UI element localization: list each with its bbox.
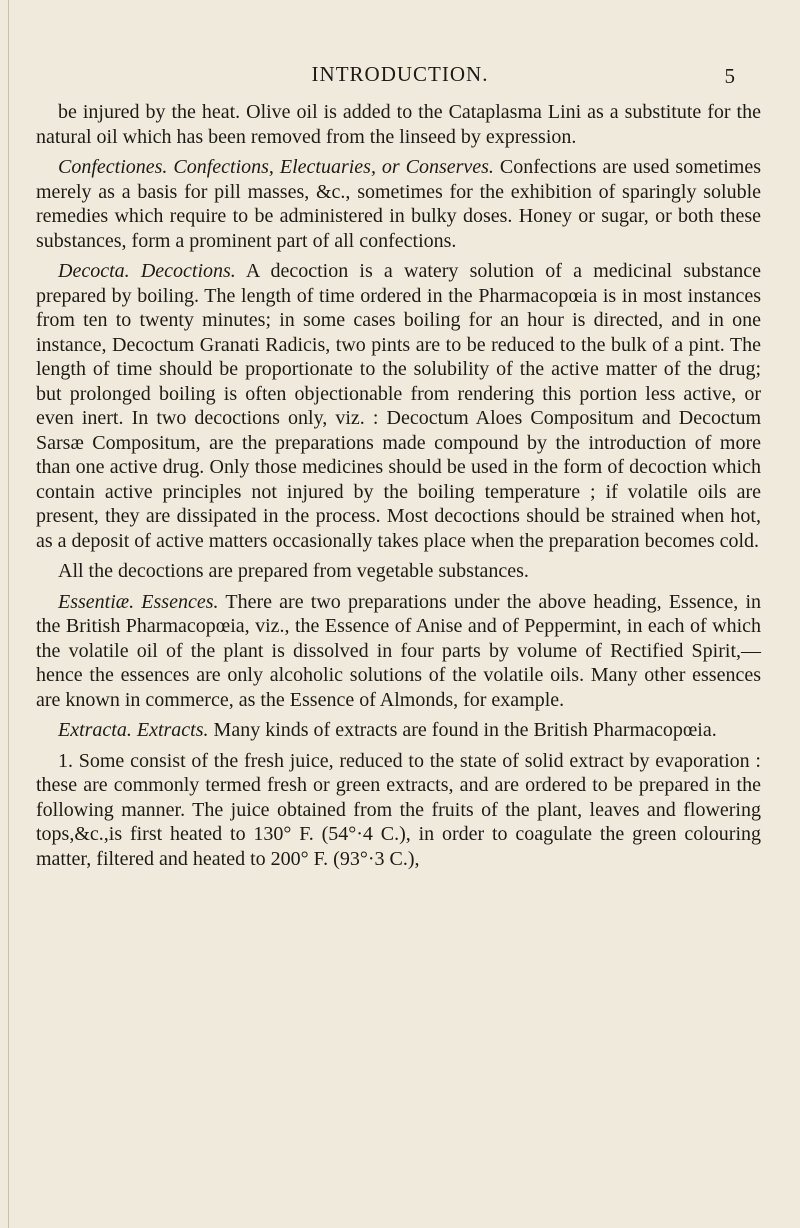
paragraph-heading: Extracta. Extracts. bbox=[58, 719, 209, 741]
paragraph-decoctions-note bbox=[36, 559, 761, 584]
body-text bbox=[36, 100, 761, 877]
paragraph-text: 1. Some consist of the fresh juice, reduced to the state of solid extract by evaporation : these are commonly termed fresh or green extracts, and are ordered to be prepared in the following manner. The juice obtained from the fruits of the plant, leaves and flowering tops,&c.,is first heated to 130° F. (54°·4 C.), in order to coagulate the green colouring matter, filtered and heated to 200° F. (93°·3 C.), bbox=[36, 749, 761, 870]
paragraph-text: There are two preparations under the above heading, Essence, in the British Pharmacopœia, viz., the Essence of Anise and of Peppermint, in each of which the volatile oil of the plant is dissolved in four parts by volume of Rectified Spirit,— hence the essences are only alcoholic solutions of the volatile oils. Many other essences are known in commerce, as the Essence of Almonds, for example. bbox=[36, 590, 761, 711]
page-number: 5 bbox=[724, 64, 735, 88]
running-title: INTRODUCTION. bbox=[311, 62, 489, 86]
paragraph-text: Confections are used sometimes merely as a basis for pill masses, &c., sometimes for the exhibition of sparingly soluble remedies which require to be administered in bulky doses. Honey or sugar, or both these substances, form a prominent part of all confections. bbox=[36, 156, 761, 252]
paragraph-decocta bbox=[36, 259, 761, 553]
paragraph-extracta bbox=[36, 718, 761, 743]
paragraph-text: A decoction is a watery solution of a medicinal substance prepared by boiling. The length of time ordered in the Pharmacopœia is in most instances from ten to twenty minutes; in some cases boiling for an hour is directed, and in one instance, Decoctum Granati Radicis, two pints are to be reduced to the bulk of a pint. The length of time should be proportionate to the solubility of the active matter of the drug; but prolonged boiling is often objectionable from rendering this portion less active, or even inert. In two decoctions only, viz. : Decoctum Aloes Compositum and Decoctum Sarsæ Compositum, are the preparations made compound by the introduction of more than one active drug. Only those medicines should be used in the form of decoction which contain active principles not injured by the boiling temperature ; if volatile oils are present, they are dissipated in the process. Most decoctions should be strained when hot, as a deposit of active matters occasionally takes place when the preparation becomes cold. bbox=[36, 260, 761, 552]
paragraph-heading: Decocta. Decoctions. bbox=[58, 260, 236, 282]
page-header bbox=[0, 62, 800, 92]
paragraph-continuation bbox=[36, 100, 761, 149]
paragraph-numbered-item bbox=[36, 749, 761, 872]
paragraph-essentiae bbox=[36, 590, 761, 713]
paragraph-text: be injured by the heat. Olive oil is added to the Cataplasma Lini as a substitute for the natural oil which has been removed from the linseed by expression. bbox=[36, 101, 761, 148]
paragraph-heading: Confectiones. Confections, Electuaries, or Conserves. bbox=[58, 156, 494, 178]
paragraph-heading: Essentiæ. Essences. bbox=[58, 590, 219, 613]
paragraph-text: All the decoctions are prepared from vegetable substances. bbox=[58, 560, 529, 582]
paragraph-text: Many kinds of extracts are found in the British Pharmacopœia. bbox=[208, 719, 717, 741]
page-gutter-edge bbox=[8, 0, 9, 1228]
paragraph-confectiones bbox=[36, 155, 761, 253]
